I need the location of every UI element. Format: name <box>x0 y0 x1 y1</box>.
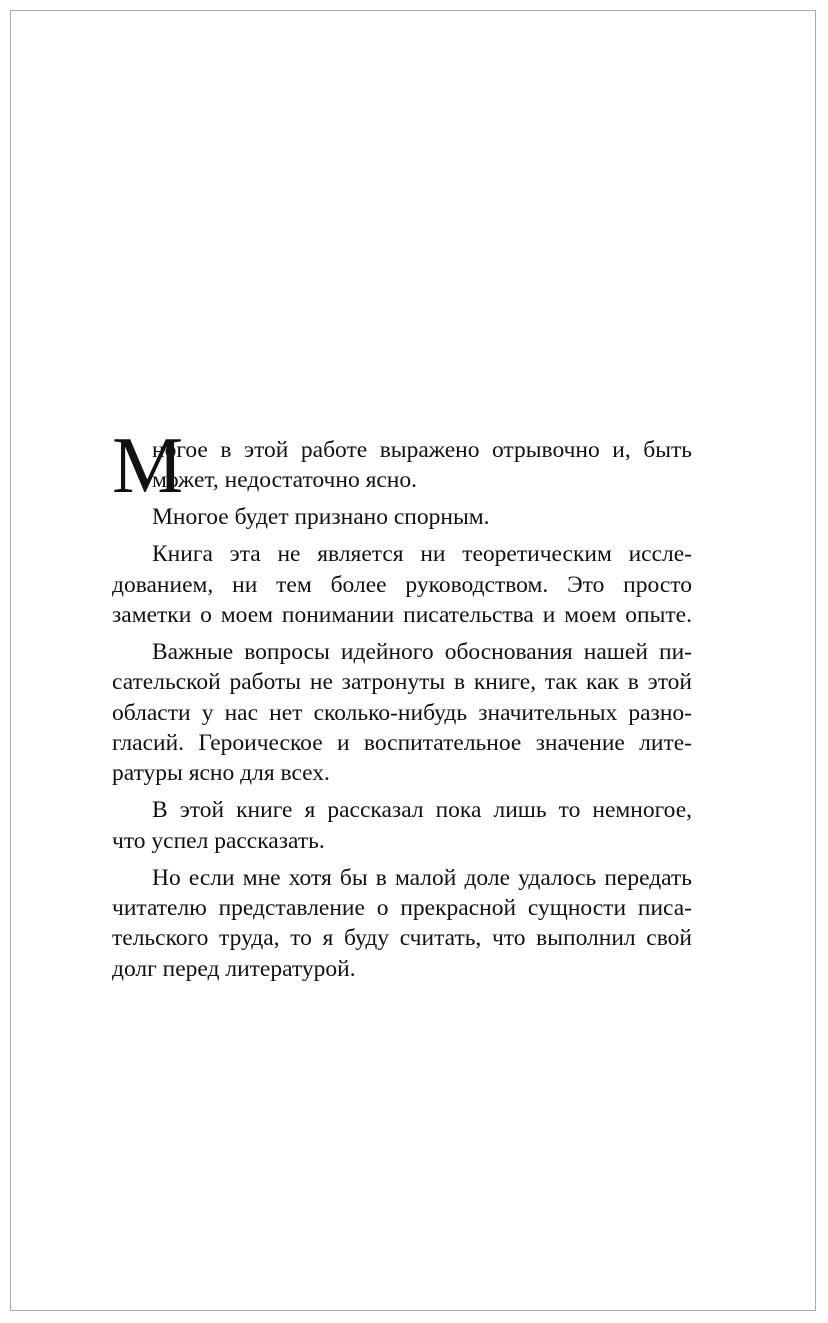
paragraph-2 <box>112 502 692 532</box>
text-line: гласий. Героическое и воспитательное значение лите- <box>112 730 692 757</box>
paragraph-6 <box>112 863 692 985</box>
paragraph-5 <box>112 795 692 856</box>
text-line: Но если мне хотя бы в малой доле удалось передать <box>152 864 692 891</box>
text-line: Книга эта не является ни теоретическим иссле- <box>152 541 692 568</box>
text-line: области у нас нет сколько-нибудь значительных разно- <box>112 699 692 726</box>
text-line: В этой книге я рассказал пока лишь то немногое, <box>152 797 692 824</box>
paragraph-3 <box>112 539 692 630</box>
text-line: ратуры ясно для всех. <box>112 760 330 787</box>
paragraph-4 <box>112 637 692 789</box>
text-line: Важные вопросы идейного обоснования нашей пи- <box>152 638 692 665</box>
text-line: долг перед литературой. <box>112 955 356 982</box>
text-line: сательской работы не затронуты в книге, так как в этой <box>112 669 692 696</box>
text-line: тельского труда, то я буду считать, что выполнил свой <box>112 925 692 952</box>
paragraph-1 <box>112 422 692 510</box>
text-line: ногое в этой работе выражено отрывочно и, быть <box>152 437 692 463</box>
text-line: заметки о моем понимании писательства и моем опыте. <box>112 601 692 628</box>
text-line: Многое будет признано спорным. <box>152 504 490 531</box>
text-line: читателю представление о прекрасной сущности писа- <box>112 894 692 921</box>
text-line: может, недостаточно ясно. <box>152 467 418 494</box>
book-page <box>10 10 816 1311</box>
page-text <box>112 422 692 984</box>
drop-cap-letter: М <box>112 422 184 510</box>
text-line: что успел рассказать. <box>112 827 325 854</box>
text-line: дованием, ни тем более руководством. Это просто <box>112 571 692 598</box>
